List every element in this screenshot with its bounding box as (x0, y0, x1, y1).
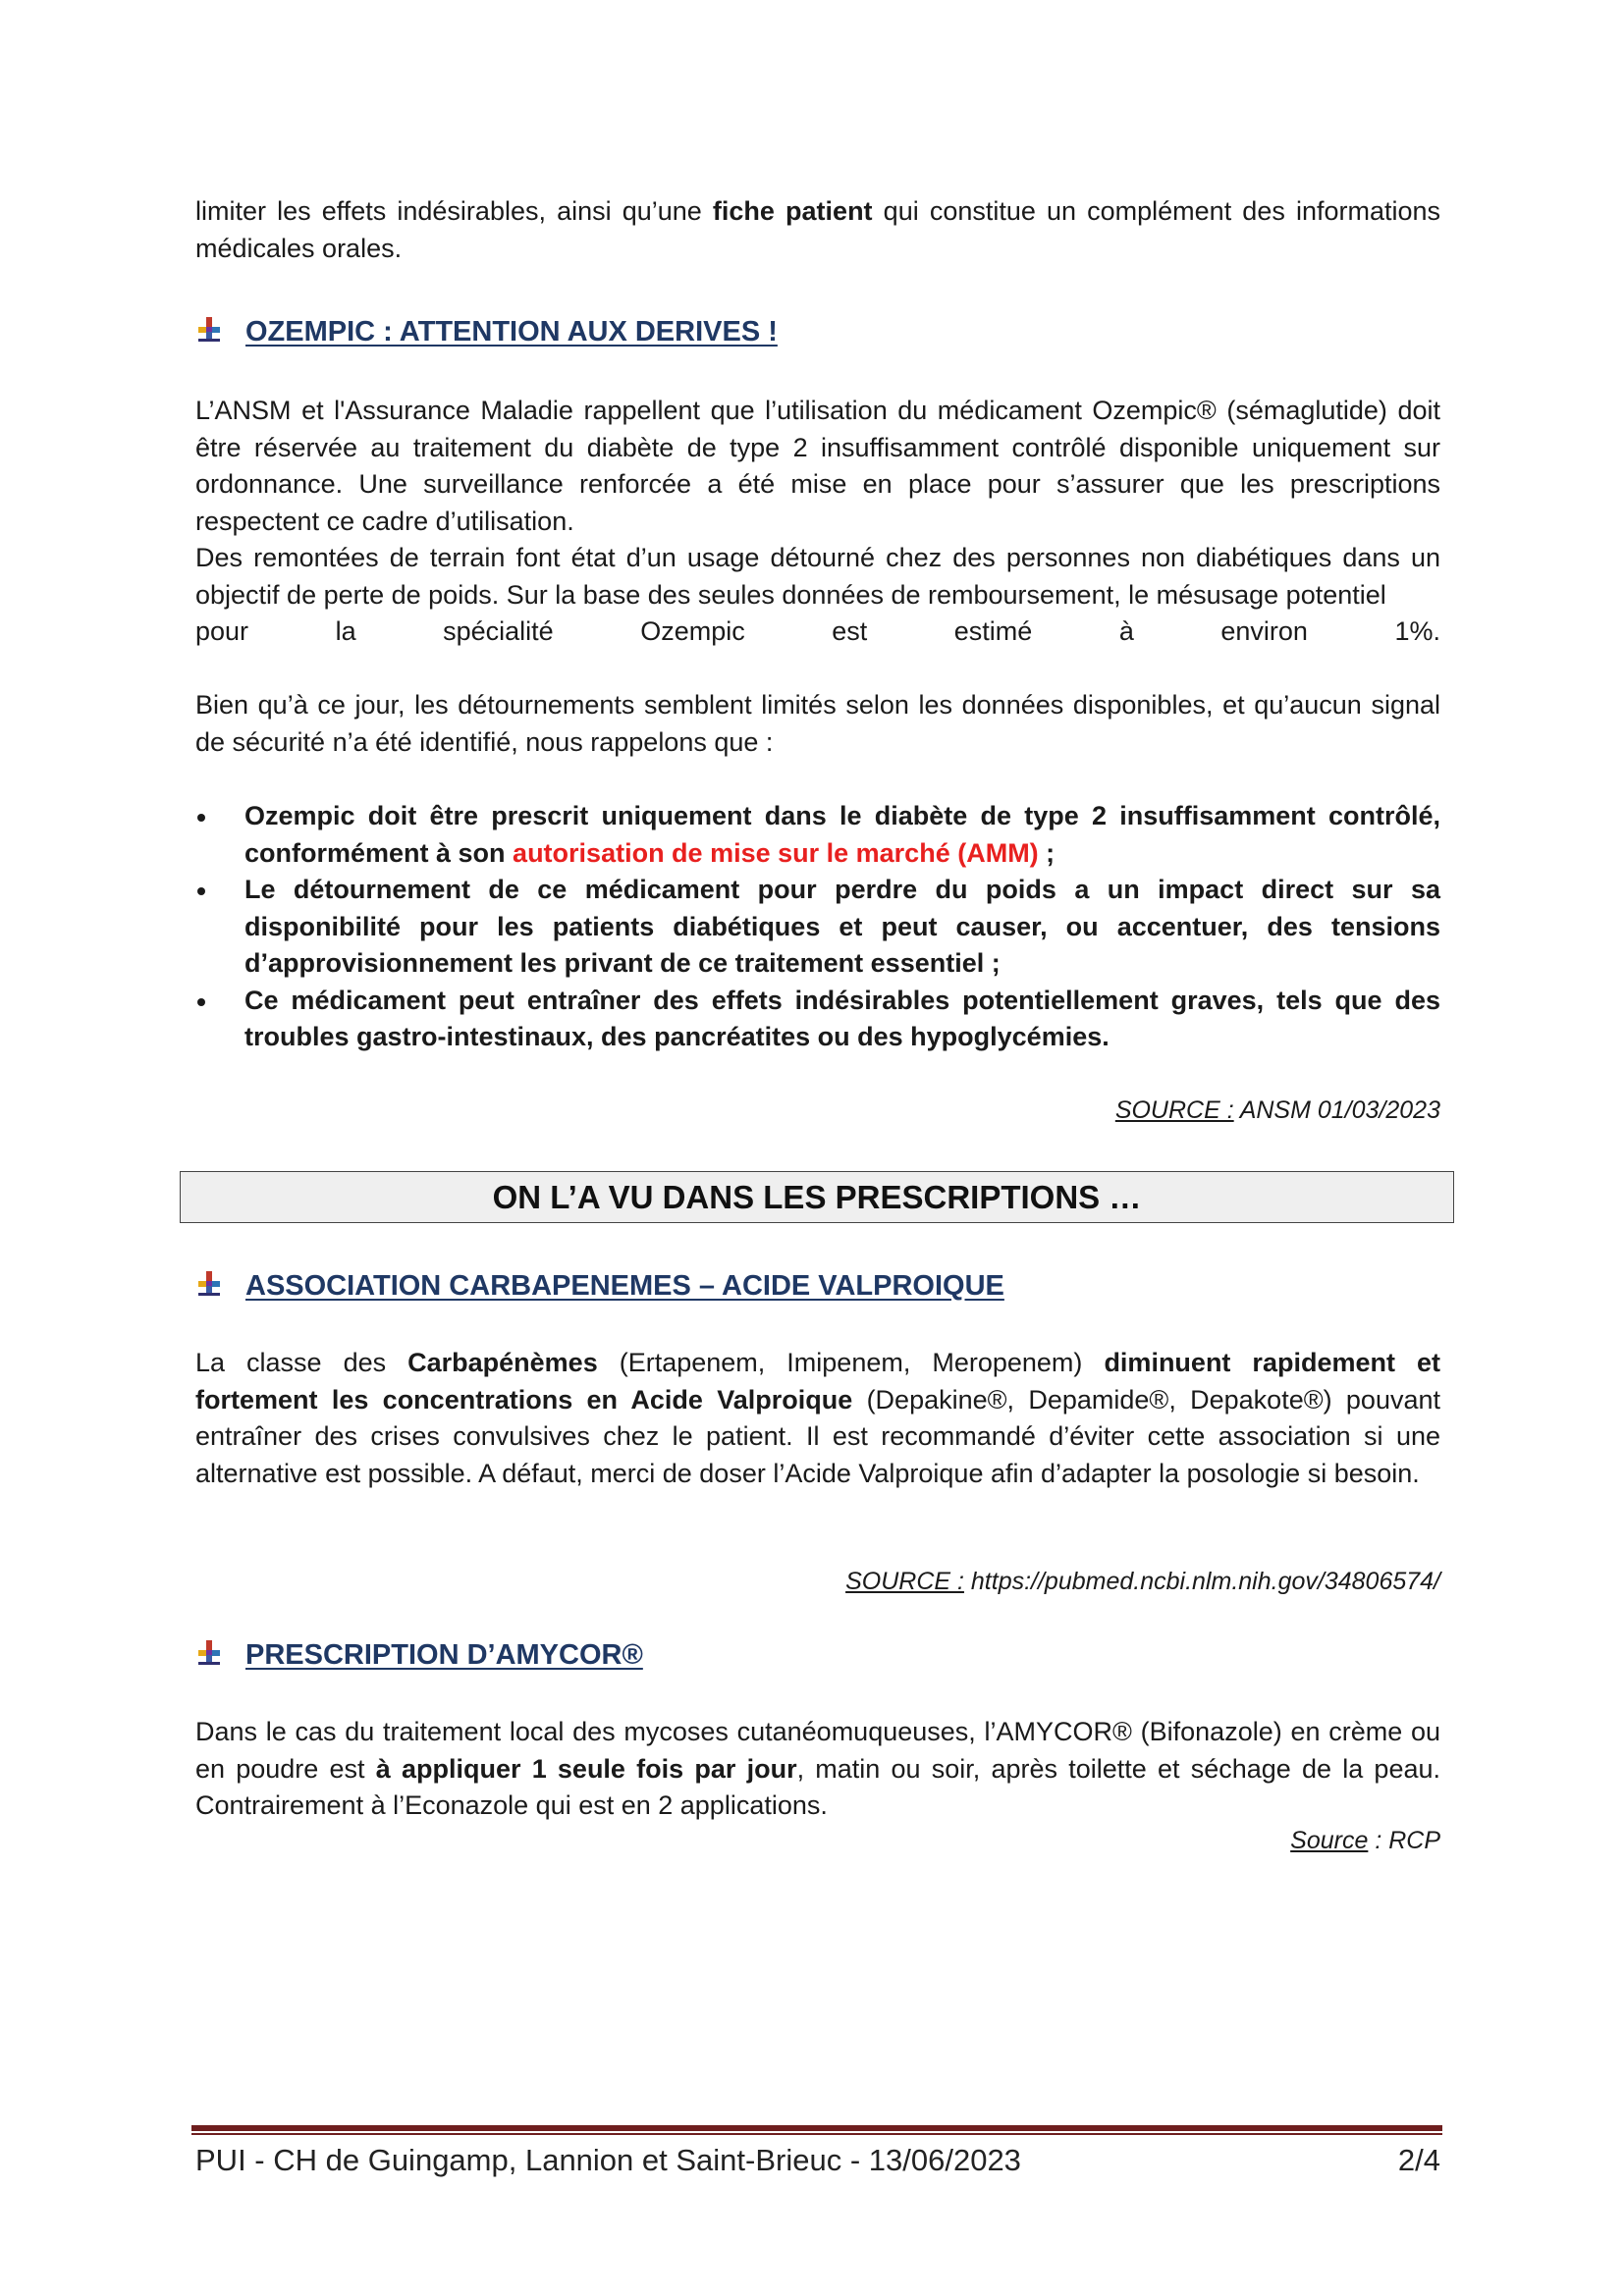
section-banner-title: ON L’A VU DANS LES PRESCRIPTIONS … (492, 1178, 1142, 1215)
ozempic-para3: Bien qu’à ce jour, les détournements semblent limités selon les données disponibles, et qu’aucun signal de sécurité n’a été identifié, nous rappelons que : (195, 690, 1440, 757)
carba-text-c: (Ertapenem, Imipenem, Meropenem) (597, 1348, 1105, 1377)
amm-highlight: autorisation de mise sur le marché (AMM) (513, 837, 1039, 868)
amycor-heading-text: PRESCRIPTION D’AMYCOR® (245, 1638, 643, 1671)
pushpin-icon (194, 1638, 224, 1668)
carba-paragraph (195, 1345, 1440, 1492)
ozempic-para2: Des remontées de terrain font état d’un usage détourné chez des personnes non diabétiques dans un objectif de perte de poids. Sur la base des seules données de remboursement, le mésusage potentiel (195, 543, 1440, 610)
source-value: ANSM 01/03/2023 (1233, 1096, 1440, 1124)
carba-bold-b: Carbapénèmes (407, 1348, 598, 1377)
list-item (244, 983, 1440, 1056)
carba-source (845, 1568, 1440, 1596)
list-item (244, 798, 1440, 872)
ozempic-source (1115, 1096, 1440, 1125)
bullet1-end: ; (1038, 837, 1056, 868)
footer-rule (191, 2125, 1442, 2131)
intro-text: limiter les effets indésirables, ainsi qu’une (195, 196, 713, 226)
carba-text-a: La classe des (195, 1348, 408, 1377)
bullet-dot (197, 887, 205, 895)
page-number: 2/4 (1397, 2143, 1440, 2177)
source-value: : RCP (1368, 1827, 1440, 1854)
source-label: SOURCE : (1114, 1096, 1234, 1124)
ozempic-heading (245, 312, 778, 351)
amycor-source (1290, 1827, 1440, 1855)
section-banner (180, 1171, 1454, 1223)
carba-heading-text: ASSOCIATION CARBAPENEMES – ACIDE VALPROIQUE (245, 1269, 1004, 1302)
bullet2-text: Le détournement de ce médicament pour perdre du poids a un impact direct sur sa disponibilité pour les patients diabétiques et peut causer, ou accentuer, des tensions d’approvisionnement les privant de ce traitement essentiel ; (244, 875, 1440, 978)
bullet3-text: Ce médicament peut entraîner des effets indésirables potentiellement graves, tels que des troubles gastro-intestinaux, des pancréatites ou des hypoglycémies. (244, 985, 1440, 1051)
source-label: Source (1290, 1827, 1369, 1854)
carba-text-e: (Depakine®, Depamide®, Depakote®) pouvant entraîner des crises convulsives chez le patient. Il est recommandé d’éviter cette association si une alternative est possible. A défaut, merci de doser l’Acide Valproique afin d’adapter la posologie si besoin. (195, 1384, 1441, 1488)
bullet1-text: Ozempic doit être prescrit uniquement dans le diabète de type 2 insuffisamment contrôlé, conformément à son (244, 801, 1440, 868)
amycor-bold-b: à appliquer 1 seule fois par jour (375, 1753, 797, 1784)
bullet-dot (197, 998, 205, 1006)
amycor-text-c: , matin ou soir, après toilette et séchage de la peau. Contrairement à l’Econazole qui est en 2 applications. (195, 1753, 1440, 1820)
amycor-text-a: Dans le cas du traitement local des mycoses cutanéomuqueuses, l’AMYCOR® (Bifonazole) en crème ou en poudre est (195, 1717, 1440, 1784)
footer-rule-thin (191, 2133, 1442, 2135)
footer-text: PUI - CH de Guingamp, Lannion et Saint-Brieuc - 13/06/2023 (195, 2143, 1021, 2177)
ozempic-heading-text: OZEMPIC : ATTENTION AUX DERIVES ! (245, 315, 778, 347)
carba-heading (245, 1266, 1004, 1306)
ozempic-para2-last: pour la spécialité Ozempic est estimé à environ 1%. (195, 616, 1440, 646)
list-item (244, 872, 1440, 983)
intro-text-end: qui constitue un complément des informations médicales orales. (195, 196, 1441, 263)
pushpin-icon (194, 1269, 224, 1299)
intro-bold: fiche patient (712, 196, 873, 226)
source-label: SOURCE : (845, 1568, 964, 1595)
amycor-paragraph (195, 1714, 1440, 1825)
intro-paragraph (195, 193, 1440, 267)
ozempic-bullet-list (244, 798, 1440, 1056)
carba-bold-d: diminuent rapidement et fortement les concentrations en Acide Valproique (195, 1348, 1440, 1415)
ozempic-para1: L’ANSM et l'Assurance Maladie rappellent que l’utilisation du médicament Ozempic® (sémaglutide) doit être réservée au traitement du diabète de type 2 insuffisamment contrôlé disponible uniquement sur ordonnance. Une surveillance renforcée a été mise en place pour s’assurer que les prescriptions respectent ce cadre d’utilisation. (195, 396, 1440, 536)
amycor-heading (245, 1635, 643, 1675)
pushpin-icon (194, 315, 224, 345)
source-value: https://pubmed.ncbi.nlm.nih.gov/34806574/ (963, 1568, 1440, 1595)
bullet-dot (197, 814, 205, 822)
